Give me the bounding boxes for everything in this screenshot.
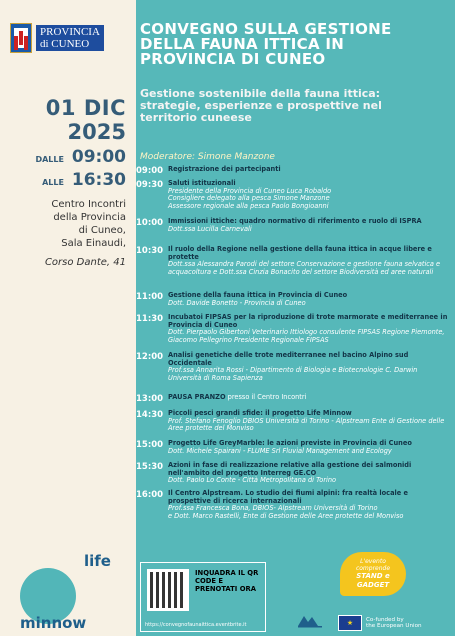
life-word: life [84, 552, 111, 570]
qr-text: INQUADRA IL QR CODE E PRENOTATI ORA [195, 569, 259, 593]
program-speakers: Prof.ssa Annarita Rossi - Dipartimento di Biologia e Biotecnologie C. Darwin Università di Roma Sapienza [168, 366, 418, 382]
program-heading-tail: presso il Centro Incontri [225, 393, 307, 401]
program-speakers: Dott.ssa Alessandra Parodi del settore Conservazione e gestione fauna selvatica e acquacoltura e Dott.ssa Cinzia Bonacito del settore Biodiversità ed aree naturali [168, 260, 441, 276]
stand-line2: comprende [355, 565, 391, 572]
program-heading: Immissioni ittiche: quadro normativo di riferimento e ruolo di ISPRA [168, 217, 422, 225]
from-label: DALLE [35, 155, 64, 164]
time-to [35, 171, 126, 192]
program-time: 11:00 [136, 292, 164, 302]
program-item [136, 440, 451, 455]
program-details [168, 180, 451, 210]
program-item [136, 218, 451, 233]
logo-line1: PROVINCIA [40, 26, 100, 38]
program-details [168, 490, 451, 520]
program-speakers: Dott. Davide Bonetto - Provincia di Cuneo [168, 298, 306, 307]
program-speakers: Dott. Pierpaolo Gibertoni Veterinario Ittiologo consulente FIPSAS Regione Piemonte, Giacomo Pellegrino Presidente Regionale FIPSAS [168, 328, 445, 344]
partner-logo-icon [296, 612, 326, 628]
venue-line: di Cuneo, [78, 225, 126, 236]
from-time: 09:00 [71, 147, 126, 167]
program-time: 11:30 [136, 314, 164, 324]
program-item [136, 394, 451, 404]
logo-line2: di CUNEO [40, 38, 90, 50]
logo-text [36, 25, 104, 51]
stand-line4: GADGET [356, 581, 390, 589]
program-details [168, 394, 451, 404]
program-details [168, 462, 451, 485]
venue-line: Centro Incontri [51, 199, 126, 210]
venue-line: della Provincia [53, 212, 126, 223]
provincia-logo [10, 22, 124, 54]
left-column [0, 0, 136, 636]
program-details [168, 410, 451, 433]
program-item [136, 314, 451, 344]
program-time: 16:00 [136, 490, 164, 500]
program-details [168, 440, 451, 455]
program-heading: Piccoli pesci grandi sfide: il progetto Life Minnow [168, 409, 352, 417]
to-label: ALLE [42, 178, 64, 187]
program-heading: PAUSA PRANZO [168, 393, 226, 401]
stand-line1: L'evento [360, 558, 386, 565]
program-time: 09:00 [136, 166, 164, 176]
life-name: minnow [20, 614, 87, 632]
program-heading: Progetto Life GreyMarble: le azioni previste in Provincia di Cuneo [168, 439, 412, 447]
stand-line3: STAND e [356, 572, 390, 580]
date-day: 01 DIC [45, 96, 126, 120]
venue-address: Corso Dante, 41 [44, 257, 126, 268]
life-minnow-logo [14, 552, 124, 632]
crest-icon [10, 23, 32, 53]
program-time: 12:00 [136, 352, 164, 362]
venue-line: Sala Einaudi, [61, 238, 126, 249]
program-time: 14:30 [136, 410, 164, 420]
program-time: 15:00 [136, 440, 164, 450]
qr-url[interactable]: https://convegnofaunaittica.eventbrite.it [145, 622, 247, 628]
program-time: 15:30 [136, 462, 164, 472]
program-heading: Incubatoi FIPSAS per la riproduzione di trote marmorate e mediterranee in Provincia di Cuneo [168, 313, 448, 329]
moderator: Moderatore: Simone Manzone [140, 152, 275, 162]
program-speakers: Presidente della Provincia di Cuneo Luca Robaldo Consigliere delegato alla pesca Simone Manzone Assessore regionale alla pesca Paolo Bongioanni [168, 186, 332, 210]
program-time: 10:00 [136, 218, 164, 228]
qr-box[interactable] [140, 562, 266, 632]
eu-line2: the European Union [366, 623, 422, 629]
program-details [168, 292, 451, 307]
page-title: CONVEGNO SULLA GESTIONE DELLA FAUNA ITTICA IN PROVINCIA DI CUNEO [140, 20, 392, 68]
program-details [168, 218, 451, 233]
qr-code-icon[interactable] [147, 569, 189, 611]
program-speakers: Dott. Michele Spairani - FLUME Srl Fluvial Management and Ecology [168, 446, 392, 455]
program-heading: Registrazione dei partecipanti [168, 165, 281, 173]
program-time: 13:00 [136, 394, 164, 404]
stand-badge [340, 552, 406, 596]
program-details [168, 166, 451, 176]
program-item [136, 352, 451, 382]
program-heading: Gestione della fauna ittica in Provincia di Cuneo [168, 291, 348, 299]
eu-line1: Co-funded by [366, 616, 404, 623]
eu-flag-icon: ★ [338, 615, 362, 631]
program-heading: Il Centro Alpstream. Lo studio dei fiumi alpini: fra realtà locale e prospettive di ricerca internazionali [168, 489, 409, 505]
venue [45, 198, 126, 269]
program-item [136, 410, 451, 433]
program-item [136, 166, 451, 176]
program-details [168, 314, 451, 344]
program-panel [136, 0, 455, 636]
eu-funding [338, 614, 448, 632]
program-heading: Analisi genetiche delle trote mediterranee nel bacino Alpino sud Occidentale [168, 351, 409, 367]
program-heading: Saluti istituzionali [168, 179, 236, 187]
program-heading: Azioni in fase di realizzazione relative alla gestione dei salmonidi nell'ambito del progetto Interreg GE.CO [168, 461, 412, 477]
program-item [136, 462, 451, 485]
to-time: 16:30 [71, 170, 126, 190]
program-time: 09:30 [136, 180, 164, 190]
program-heading: Il ruolo della Regione nella gestione della fauna ittica in acque libere e protette [168, 245, 432, 261]
program-details [168, 246, 451, 276]
time-from [35, 148, 126, 169]
program-time: 10:30 [136, 246, 164, 256]
program-speakers: Prof.ssa Francesca Bona, DBIOS- Alpstream Università di Torino e Dott. Marco Rastelli, Ente di Gestione delle Aree protette del Monviso [168, 504, 404, 520]
page-subtitle: Gestione sostenibile della fauna ittica: strategie, esperienze e prospettive nel territorio cuneese [140, 87, 382, 124]
program-speakers: Dott. Paolo Lo Conte - Città Metropolitana di Torino [168, 476, 337, 485]
program-item [136, 292, 451, 307]
program-item [136, 246, 451, 276]
eu-text [366, 617, 422, 630]
program-speakers: Prof. Stefano Fenoglio DBIOS Università di Torino - Alpstream Ente di Gestione delle Aree protette del Monviso [168, 416, 445, 433]
program-details [168, 352, 451, 382]
program-item [136, 180, 451, 210]
program-item [136, 490, 451, 520]
program-speakers: Dott.ssa Lucilla Carnevali [168, 224, 252, 233]
date-year: 2025 [67, 120, 126, 144]
date-block [35, 96, 126, 192]
